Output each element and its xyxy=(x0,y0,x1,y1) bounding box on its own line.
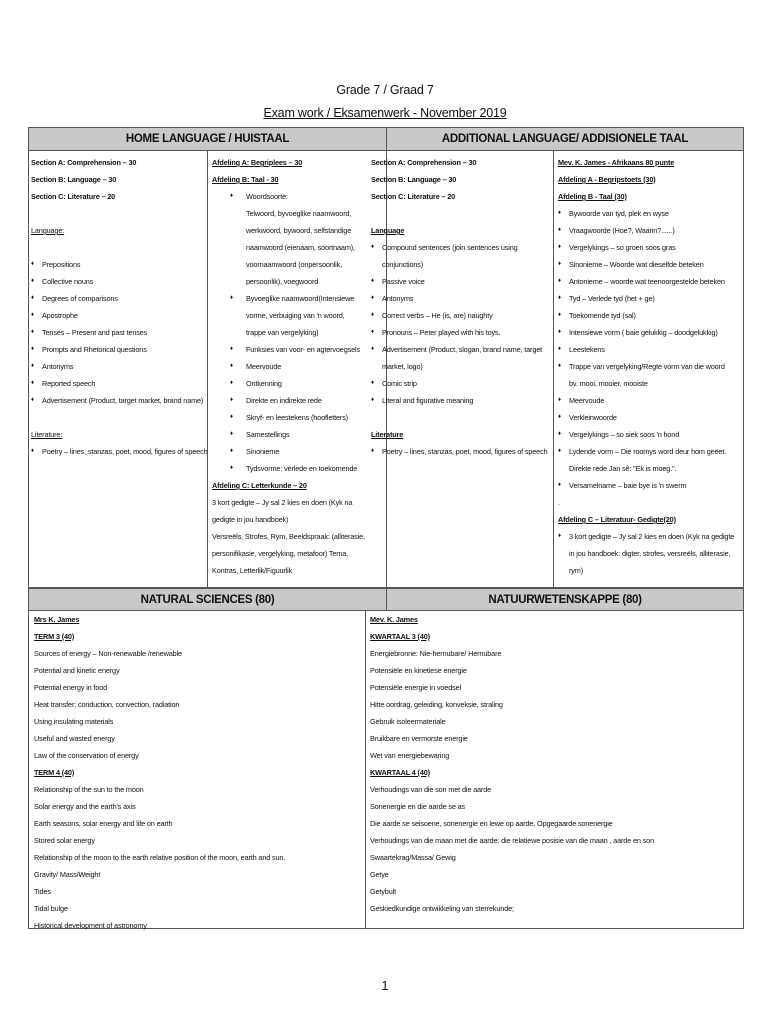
list-item: Versreëls, Strofes, Rym, Beeldspraak: (alliterasie, xyxy=(212,532,365,541)
list-item: ♦ Tenses – Present and past tenses xyxy=(31,324,205,341)
list-item: ♦ Poetry – lines, stanzas, poet, mood, figures of speech xyxy=(31,443,205,460)
list-item: Historical development of astronomy xyxy=(34,921,147,930)
additional-language-header: ADDITIONAL LANGUAGE/ ADDISIONELE TAAL xyxy=(386,128,743,151)
list-item: ♦ Samestellings xyxy=(212,426,384,443)
natuurwetenskappe-header: NATUURWETENSKAPPE (80) xyxy=(386,589,743,611)
list-item: Mev. K. James - Afrikaans 80 punte xyxy=(558,158,675,167)
list-item: ♦ Vergelykings – so groen soos gras xyxy=(558,239,743,256)
list-item: Afdeling B: Taal - 30 xyxy=(212,175,279,184)
list-item: ♦ Bywoorde van tyd, plek en wyse xyxy=(558,205,743,222)
list-item: Afdeling A - Begripstoets (30) xyxy=(558,175,656,184)
list-item: ♦ Sinonieme – Woorde wat dieselfde beteken xyxy=(558,256,743,273)
home-language-header: HOME LANGUAGE / HUISTAAL xyxy=(29,128,386,151)
page-number: 1 xyxy=(381,978,389,993)
list-item: ♦ Collective nouns xyxy=(31,273,205,290)
divider xyxy=(207,151,208,587)
list-item: ♦ Tydsvorme: verlede en toekomende xyxy=(212,460,384,477)
list-item: TERM 4 (40) xyxy=(34,768,75,777)
page-subtitle: Exam work / Eksamenwerk - November 2019 xyxy=(263,106,507,120)
list-item: Mev. K. James xyxy=(370,615,418,624)
list-item: Direkte rede Jan sê: "Ek is moeg.". xyxy=(569,464,677,473)
list-item: Potential and kinetic energy xyxy=(34,666,120,675)
list-item: ♦ Verkleinwoorde xyxy=(558,409,743,426)
list-item: 3 kort gedigte – Jy sal 2 kies en doen (Kyk na xyxy=(212,498,353,507)
list-item: ♦ Leestekens xyxy=(558,341,743,358)
list-item: voornaamwoord (onpersoonlik, xyxy=(246,260,342,269)
list-item: werkwoord, bywoord, selfstandige xyxy=(246,226,352,235)
list-item: ♦ Advertisement (Product, slogan, brand name, target xyxy=(371,341,551,358)
list-item: ♦ Antonyms xyxy=(31,358,205,375)
list-item: Literature xyxy=(371,430,404,439)
list-item: ♦ Passive voice xyxy=(371,273,551,290)
list-item: ♦ Sinonieme xyxy=(212,443,384,460)
languages-table xyxy=(28,127,744,588)
list-item: Telwoord, byvoeglike naamwoord, xyxy=(246,209,352,218)
list-item: Relationship of the sun to the moon xyxy=(34,785,144,794)
list-item: KWARTAAL 3 (40) xyxy=(370,632,430,641)
list-item: . xyxy=(558,498,560,507)
list-item: Law of the conservation of energy xyxy=(34,751,139,760)
list-item: Potential energy in food xyxy=(34,683,108,692)
list-item: ♦ Correct verbs – He (is, are) naughty xyxy=(371,307,551,324)
list-item: Afdeling C – Literatuur- Gedigte(20) xyxy=(558,515,676,524)
divider xyxy=(553,151,554,587)
list-item: Energiebronne: Nie-hernubare/ Hernubare xyxy=(370,649,502,658)
list-item: ♦ Compound sentences (join sentences using xyxy=(371,239,551,256)
list-item: Section B: Language – 30 xyxy=(31,175,117,184)
list-item: Heat transfer: conduction, convection, radiation xyxy=(34,700,180,709)
list-item: Verhoudings van die maan met die aarde: die relatiewe posisie van die maan , aarde en son xyxy=(370,836,654,845)
list-item: ♦ Meervoude xyxy=(558,392,743,409)
list-item xyxy=(31,409,205,426)
list-item: Language xyxy=(371,226,405,235)
home-english-column xyxy=(31,154,208,460)
list-item: Potensiële en kinetiese energie xyxy=(370,666,467,675)
list-item: Section A: Comprehension – 30 xyxy=(31,158,137,167)
list-item: Section C: Literature – 20 xyxy=(31,192,116,201)
list-item: ♦ Vergelykings – so siek soos 'n hond xyxy=(558,426,743,443)
list-item: Gravity/ Mass/Weight xyxy=(34,870,101,879)
list-item: KWARTAAL 4 (40) xyxy=(370,768,430,777)
list-item: Gebruik isoleermateriale xyxy=(370,717,446,726)
list-item: ♦ Byvoeglike naamwoord(Intensiewe xyxy=(212,290,384,307)
list-item: ♦ Degrees of comparisons xyxy=(31,290,205,307)
list-item: Afdeling B - Taal (30) xyxy=(558,192,627,201)
list-item: Getye xyxy=(370,870,389,879)
list-item: in jou handboek: digter, strofes, versreëls, alliterasie, xyxy=(569,549,731,558)
list-item: ♦ Prompts and Rhetorical questions xyxy=(31,341,205,358)
list-item: ♦ Ontkenning xyxy=(212,375,384,392)
list-item: ♦ Antonyms xyxy=(371,290,551,307)
list-item: Potensiële energie in voedsel xyxy=(370,683,461,692)
list-item: Useful and wasted energy xyxy=(34,734,115,743)
list-item: ♦ Trappe van vergelyking/Regte vorm van die woord xyxy=(558,358,743,375)
list-item: persoonlik), voegwoord xyxy=(246,277,319,286)
list-item: Relationship of the moon to the earth relative position of the moon, earth and sun. xyxy=(34,853,286,862)
list-item: ♦ Direkte en indirekte rede xyxy=(212,392,384,409)
list-item: Mrs K. James xyxy=(34,615,80,624)
list-item: ♦ Apostrophe xyxy=(31,307,205,324)
list-item xyxy=(371,205,551,222)
natuurwetenskappe-column xyxy=(370,611,742,917)
additional-english-column xyxy=(371,154,551,460)
list-item: ♦ Skryf- en leestekens (hoofletters) xyxy=(212,409,384,426)
list-item xyxy=(31,239,205,256)
home-afrikaans-column xyxy=(212,154,384,579)
additional-afrikaans-column xyxy=(558,154,743,579)
list-item: Verhoudings van die son met die aarde xyxy=(370,785,492,794)
list-item: Solar energy and the earth's axis xyxy=(34,802,136,811)
list-item: Bruikbare en vermorste energie xyxy=(370,734,468,743)
list-item: ♦ Vraagwoorde (Hoe?, Waarin?......) xyxy=(558,222,743,239)
list-item: Sources of energy – Non-renewable /renewable xyxy=(34,649,182,658)
list-item: Section C: Literature – 20 xyxy=(371,192,456,201)
list-item: Afdeling C: Letterkunde – 20 xyxy=(212,481,307,490)
natural-sciences-column xyxy=(34,611,364,934)
list-item: Getybult xyxy=(370,887,396,896)
list-item: Literature: xyxy=(31,430,63,439)
list-item: ♦ Reported speech xyxy=(31,375,205,392)
list-item: Earth seasons, solar energy and life on earth xyxy=(34,819,173,828)
list-item: Section B: Language – 30 xyxy=(371,175,457,184)
list-item: Die aarde se seisoene, sonenergie en lewe op aarde, Opgegaarde sonenergie xyxy=(370,819,613,828)
natural-sciences-header: NATURAL SCIENCES (80) xyxy=(29,589,386,611)
list-item: rym) xyxy=(569,566,583,575)
list-item xyxy=(371,409,551,426)
list-item: ♦ Pronouns – Peter played with his toys. xyxy=(371,324,551,341)
list-item: ♦ 3 kort gedigte – Jy sal 2 kies en doen (Kyk na gedigte xyxy=(558,528,743,545)
page-title: Grade 7 / Graad 7 xyxy=(336,83,434,97)
list-item: Swaartekrag/Massa/ Gewig xyxy=(370,853,456,862)
list-item: ♦ Funksies van voor- en agtervoegsels xyxy=(212,341,384,358)
list-item: bv. mooi, mooier, mooiste xyxy=(569,379,648,388)
list-item: TERM 3 (40) xyxy=(34,632,75,641)
list-item: vorme, verbuiging van 'n woord, xyxy=(246,311,345,320)
list-item: Sonenergie en die aarde se as xyxy=(370,802,466,811)
list-item: Tidal bulge xyxy=(34,904,68,913)
list-item: Using insulating materials xyxy=(34,717,114,726)
list-item: Language: xyxy=(31,226,65,235)
list-item: ♦ Antonieme – woorde wat teenoorgestelde beteken xyxy=(558,273,743,290)
list-item: Stored solar energy xyxy=(34,836,95,845)
list-item: ♦ Literal and figurative meaning xyxy=(371,392,551,409)
list-item: Hitte oordrag, geleiding, konveksie, straling xyxy=(370,700,503,709)
list-item: personifikasie, vergelyking, metafoor) Tema, xyxy=(212,549,349,558)
list-item xyxy=(31,205,205,222)
list-item: Section A: Comprehension – 30 xyxy=(371,158,477,167)
list-item: ♦ Prepositions xyxy=(31,256,205,273)
list-item: gedigte in jou handboek) xyxy=(212,515,289,524)
list-item: trappe van vergelyking) xyxy=(246,328,319,337)
list-item: Tides xyxy=(34,887,51,896)
list-item: ♦ Woordsoorte: xyxy=(212,188,384,205)
list-item: Afdeling A: Begriplees – 30 xyxy=(212,158,303,167)
list-item: ♦ Versamelname – baie bye is 'n swerm xyxy=(558,477,743,494)
list-item: ♦ Intensiewe vorm ( baie gelukkig – doodgelukkig) xyxy=(558,324,743,341)
list-item: ♦ Poetry – lines, stanzas, poet, mood, figures of speech xyxy=(371,443,551,460)
list-item: ♦ Comic strip xyxy=(371,375,551,392)
list-item: Kontras, Letterlik/Figuurlik xyxy=(212,566,293,575)
list-item: naamwoord (eienaam, soortnaam), xyxy=(246,243,355,252)
list-item: market, logo) xyxy=(382,362,423,371)
list-item: ♦ Tyd – Verlede tyd (het + ge) xyxy=(558,290,743,307)
list-item: ♦ Toekomende tyd (sal) xyxy=(558,307,743,324)
list-item: Geskiedkundige ontwikkeling van sterrekunde; xyxy=(370,904,514,913)
divider xyxy=(365,611,366,928)
list-item: ♦ Meervoude xyxy=(212,358,384,375)
sciences-table xyxy=(28,588,744,929)
list-item: ♦ Lydende vorm – Die roomys word deur hom geëet. xyxy=(558,443,743,460)
list-item: Wet van energiebewaring xyxy=(370,751,450,760)
list-item: ♦ Advertisement (Product, target market, brand name) xyxy=(31,392,205,409)
list-item: conjunctions) xyxy=(382,260,424,269)
